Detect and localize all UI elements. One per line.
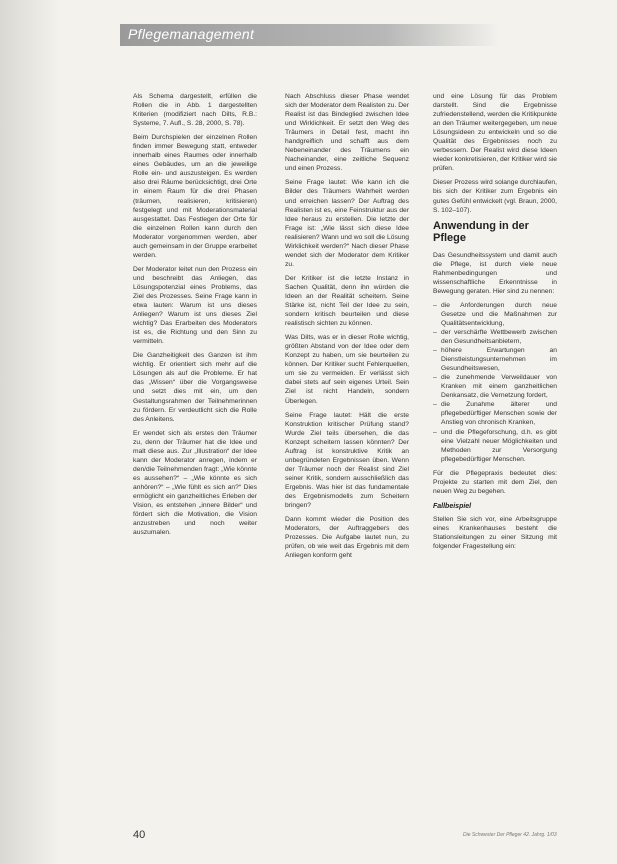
- list-item: – die Anforderungen durch neue Gesetze und die Maßnahmen zur Qualitätsentwicklung,: [433, 301, 557, 328]
- section-title: Pflegemanagement: [128, 26, 255, 42]
- section-heading: Anwendung in der Pflege: [433, 219, 529, 245]
- paragraph: Seine Frage lautet: Hält die erste Konstruktion kritischer Prüfung stand? Wurde Ziel teils übersehen, die das Konzept scheitern lassen könnten? Der Auftrag ist konstruktive Kritik an unbegründeten Ergebnissen üben. Wenn der Träumer noch der Realist sind Ziel seiner Kritik, sondern ausschließlich das Ergebnis. Was hier ist das fundamentale des Ergebnismodells zum Scheitern bringen?: [285, 411, 409, 510]
- text-column-1: [133, 92, 257, 542]
- paragraph: Das Gesundheitssystem und damit auch die Pflege, ist durch viele neue Rahmenbedingungen und wissenschaftliche Erkenntnisse in Bewegung geraten. Hier sind zu nennen:: [433, 251, 557, 295]
- bullet-list: [433, 301, 557, 464]
- section-header-bar: [120, 24, 500, 46]
- paragraph: Was Dilts, was er in dieser Rolle wichtig, größten Abstand von der Idee oder dem Konzept zu haben, um sie beurteilen zu können. Der Kritiker sucht Fehlerquellen, um sie zu vermeiden. Er verlässt sich dabei stets auf sein eigenes Urteil. Sein Ziel ist nicht Handeln, sondern Überlegen.: [285, 334, 409, 405]
- paragraph: Dann kommt wieder die Position des Moderators, der Auftraggebers des Prozesses. Die Aufgabe lautet nun, zu prüfen, ob wie weit das Ergebnis mit dem Anliegen konform geht: [285, 516, 409, 560]
- list-item: – höhere Erwartungen an Dienstleistungsunternehmen im Gesundheitswesen,: [433, 346, 557, 373]
- journal-footer: Die Schwester Der Pfleger 42. Jahrg. 1/03: [463, 832, 557, 838]
- paragraph: Nach Abschluss dieser Phase wendet sich der Moderator dem Realisten zu. Der Realist ist das Bindeglied zwischen Idee und Wirklichkeit. Er setzt den Weg des Träumers in Detail fest, macht ihn handgreiflich und schafft aus dem Nebeneinander des Träumens ein Nacheinander, eine zeitliche Sequenz und einen Prozess.: [285, 93, 409, 173]
- list-item: – die Zunahme älterer und pflegebedürftiger Menschen sowie der Anstieg von chronisch Kranken,: [433, 400, 557, 427]
- list-item: – der verschärfte Wettbewerb zwischen den Gesundheitsanbietern,: [433, 328, 557, 346]
- paragraph: Für die Pflegepraxis bedeutet dies: Projekte zu starten mit dem Ziel, den neuen Weg zu begehen.: [433, 469, 557, 495]
- list-item: – und die Pflegeforschung, d.h. es gibt eine Vielzahl neuer Möglichkeiten und Methoden zur Versorgung pflegebedürftiger Menschen.: [433, 428, 557, 464]
- paragraph: Dieser Prozess wird solange durchlaufen, bis sich der Kritiker zum Ergebnis ein gutes Gefühl entwickelt (vgl. Braun, 2000, S. 102–107).: [433, 179, 557, 214]
- paragraph: Beim Durchspielen der einzelnen Rollen finden immer Bewegung statt, entweder innerhalb eines Raumes oder innerhalb eines Gebäudes, um an die jeweilige Rolle ein- und auszusteigen. Es werden also drei Räume berücksichtigt, drei Orte in einem Raum für die drei Phasen (träumen, realisieren, kritisieren) festgelegt und mit Moderationsmaterial ausgestattet. Das Festlegen der Orte für die einzelnen Rollen kann durch den Moderator vorgenommen werden, aber auch gemeinsam in der Gruppe erarbeitet werden.: [133, 134, 257, 259]
- paragraph: Als Schema dargestellt, erfüllen die Rollen die in Abb. 1 dargestellten Kriterien (modifiziert nach Dilts, R.B.: Systeme, 7. Aufl., S. 28, 2000, S. 78).: [133, 93, 257, 128]
- page-number: 40: [133, 829, 146, 841]
- list-item: – die zunehmende Verweildauer von Kranken mit einem ganzheitlichen Denkansatz, die Vernetzung fordert,: [433, 373, 557, 400]
- subheading: Fallbeispiel: [433, 502, 472, 510]
- paragraph: Die Ganzheitigkeit des Ganzen ist ihm wichtig. Er orientiert sich mehr auf die Lösungen als auf die Probleme. Er hat das „Wissen“ über die Vorgangsweise und setzt dies mit ein, um den Gestaltungsrahmen der Teilnehmerinnen zu fördern. Er verdeutlicht sich die Rolle des Anleitens.: [133, 352, 257, 423]
- paragraph: Der Moderator leitet nun den Prozess ein und beschreibt das Anliegen, das Lösungspotenzial eines Problems, das Ziel des Prozesses. Seine Frage kann in etwa lauten: Warum ist uns dieses Anliegen? Warum ist uns dieses Ziel wichtig? Das Erarbeiten des Moderators ist es, die Richtung und den Sinn zu vermitteln.: [133, 265, 257, 346]
- paragraph: Der Kritiker ist die letzte Instanz in Sachen Qualität, denn ihn würden die Ideen an der Realität scheitern. Seine Stärke ist, nicht Teil der Idee zu sein, sondern kritisch beurteilen und diese realistisch sichten zu können.: [285, 274, 409, 328]
- paragraph: und eine Lösung für das Problem darstellt. Sind die Ergebnisse zufriedenstellend, werden die Kritikpunkte an den Träumer weitergegeben, um neue Lösungsideen zu entwickeln und so die Qualität des Ergebnisses noch zu verbessern. Der Realist wird diese Ideen wieder konkretisieren, der Kritiker wird sie prüfen.: [433, 93, 557, 173]
- paragraph: Er wendet sich als erstes den Träumer zu, denn der Träumer hat die Idee und malt diese aus. Zur „Illustration“ der Idee kann der Moderator anregen, indem er den/die Teilnehmenden fragt: „Wie könnte es aussehen?“ – „Wie könnte es sich anhören?“ – „Wie fühlt es sich an?“ Dies ermöglicht ein ganzheitliches Erleben der Vision, es entstehen „innere Bilder“ und fördert sich die Motivation, die Vision anzustreben und noch weiter auszumalen.: [133, 429, 257, 537]
- paragraph: Stellen Sie sich vor, eine Arbeitsgruppe eines Krankenhauses besteht die Stationsleitungen zu einer Sitzung mit folgender Fragestellung ein:: [433, 515, 557, 550]
- paragraph: Seine Frage lautet: Wie kann ich die Bilder des Träumers Wahrheit werden und erreichen lassen? Der Auftrag des Realisten ist es, eine Feinstruktur aus der Idee heraus zu erstellen. Die letzte der Frage ist: „Wie lässt sich diese Idee realisieren? Wann und wo soll die Lösung Wirklichkeit werden?“ Nach dieser Phase wendet sich der Moderator dem Kritiker zu.: [285, 179, 409, 268]
- text-column-2: [285, 92, 409, 565]
- page-gutter-shadow: [0, 0, 60, 864]
- text-column-3: [433, 92, 557, 556]
